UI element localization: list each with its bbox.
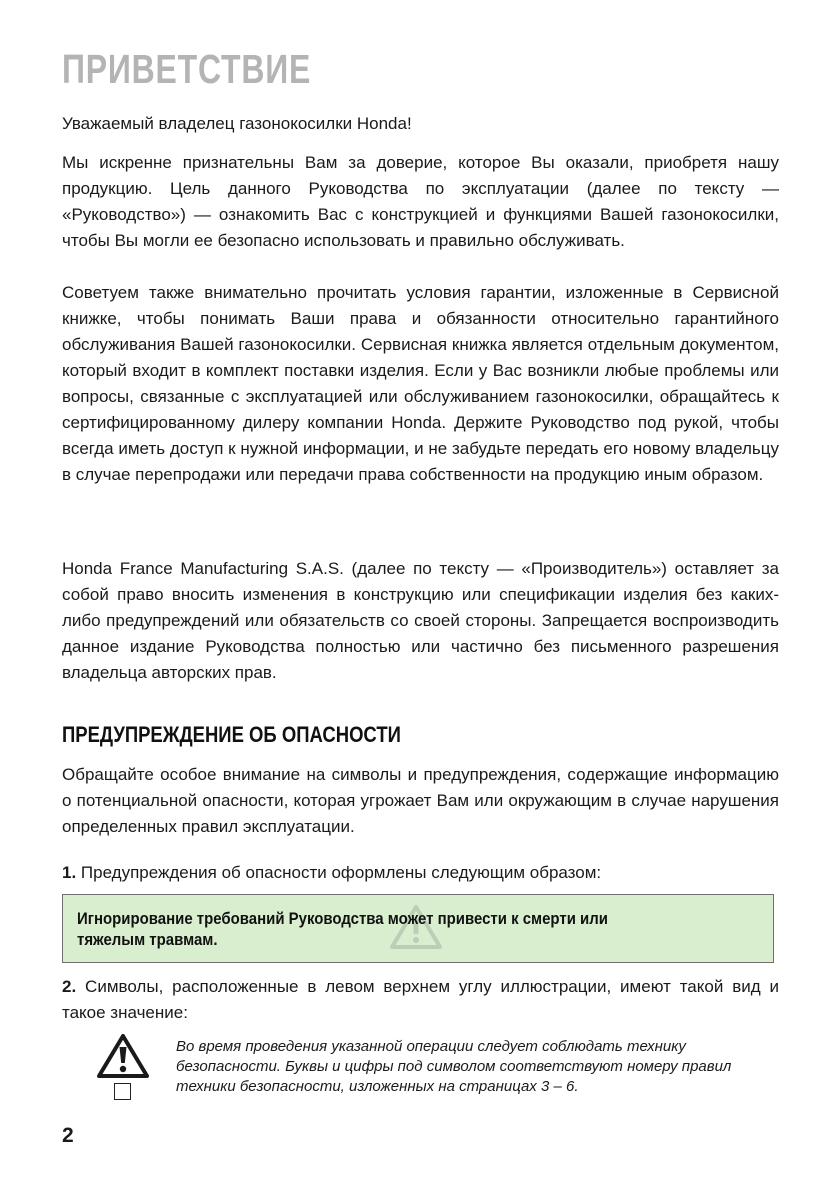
symbol-description: Во время проведения указанной операции следует соблюдать технику безопасности. Буквы и цифры под символом соответствуют номеру правил техники безопасности, изложенных на страницах 3 – 6. — [176, 1038, 732, 1095]
example-warning-box — [62, 894, 774, 963]
list-item-1-text: Предупреждения об опасности оформлены следующим образом: — [80, 863, 602, 882]
list-item-1-number: 1. — [62, 863, 77, 882]
page-title: ПРИВЕТСТВИЕ — [62, 46, 312, 92]
intro-paragraph-3: Honda France Manufacturing S.A.S. (далее по тексту — «Производитель») оставляет за собой право вносить изменения в конструкцию или спецификации изделия без каких-либо предупреждений или обязательств со своей стороны. Запрещается воспроизводить данное издание Руководства полностью или частично без письменного разрешения владельца авторских прав. — [62, 559, 779, 682]
example-warning-text: Игнорирование требований Руководства может привести к смерти или тяжелым травмам. — [77, 909, 608, 949]
list-item-2-number: 2. — [62, 977, 77, 996]
symbol-code-box — [114, 1083, 131, 1100]
list-item-1 — [62, 860, 779, 886]
greeting: Уважаемый владелец газонокосилки Honda! — [62, 114, 412, 133]
list-item-2-text: Символы, расположенные в левом верхнем углу иллюстрации, имеют такой вид и такое значение: — [62, 977, 779, 1022]
safety-warning-icon — [96, 1032, 150, 1080]
section-title-hazard-warning: ПРЕДУПРЕЖДЕНИЕ ОБ ОПАСНОСТИ — [62, 722, 401, 747]
intro-paragraph-1: Мы искренне признательны Вам за доверие, которое Вы оказали, приобретя нашу продукцию. Цель данного Руководства по эксплуатации (далее по тексту — «Руководство») — ознакомить Вас с конструкцией и функциями Вашей газонокосилки, чтобы Вы могли ее безопасно использовать и правильно обслуживать. — [62, 153, 779, 250]
page-number: 2 — [62, 1124, 74, 1147]
warning-intro: Обращайте особое внимание на символы и предупреждения, содержащие информацию о потенциальной опасности, которая угрожает Вам или окружающим в случае нарушения определенных правил эксплуатации. — [62, 765, 779, 836]
list-item-2 — [62, 974, 779, 1026]
intro-paragraph-2: Советуем также внимательно прочитать условия гарантии, изложенные в Сервисной книжке, чтобы понимать Ваши права и обязанности относительно гарантийного обслуживания Вашей газонокосилки. Сервисная книжка является отдельным документом, который входит в комплект поставки изделия. Если у Вас возникли любые проблемы или вопросы, связанные с эксплуатацией или обслуживанием газонокосилки, обращайтесь к сертифицированному дилеру компании Honda. Держите Руководство под рукой, чтобы всегда иметь доступ к нужной информации, и не забудьте передать его новому владельцу в случае перепродажи или передачи права собственности на продукцию иным образом. — [62, 283, 779, 484]
